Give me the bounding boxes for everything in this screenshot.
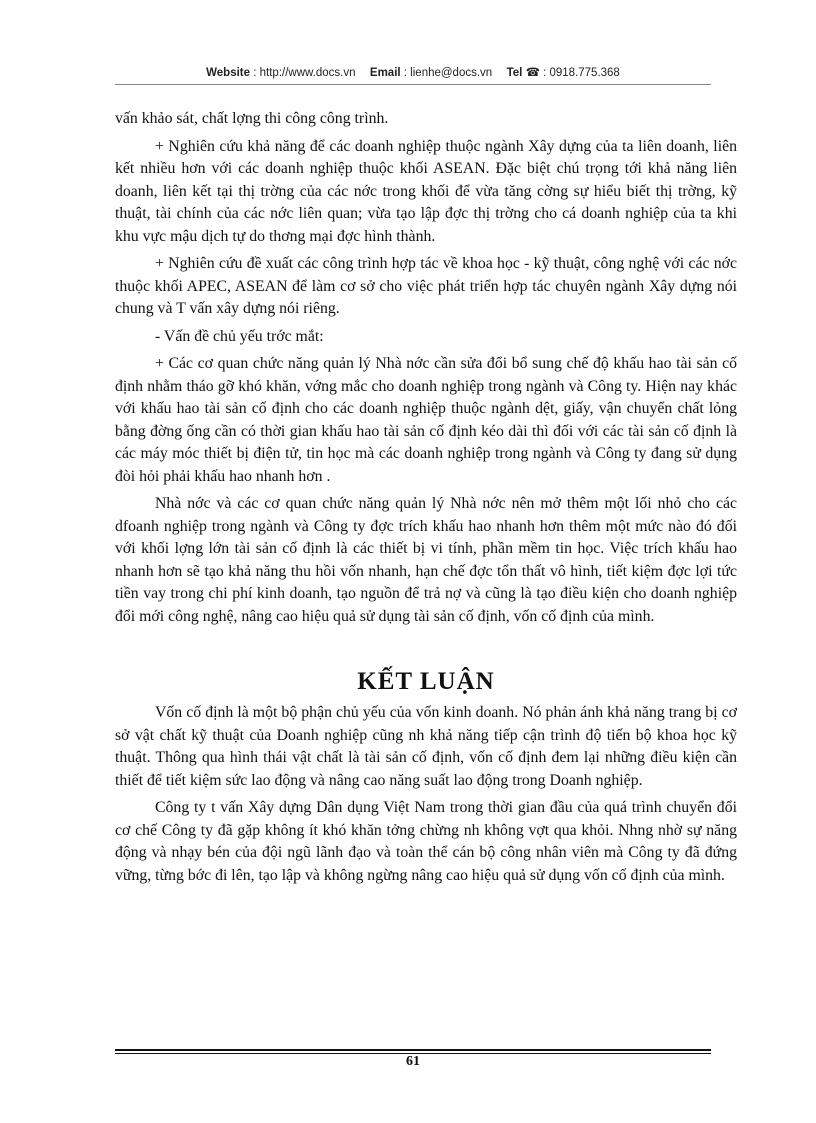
paragraph-conclusion-1: Vốn cố định là một bộ phận chủ yếu của vốn kinh doanh. Nó phản ánh khả năng trang bị cơ sở vật chất kỹ thuật của Doanh nghiệp cũng nh khả năng tiếp cận trình độ tiến bộ khoa học kỹ thuật. Thông qua hình thái vật chất là tài sản cố định, vốn cố định đem lại những điều kiện cần thiết để tiết kiệm sức lao động và nâng cao năng suất lao động trong Doanh nghiệp. <box>115 704 737 789</box>
paragraph-research-cooperation: + Nghiên cứu đề xuất các công trình hợp tác về khoa học - kỹ thuật, công nghệ với các nớc thuộc khối APEC, ASEAN để làm cơ sở cho việc phát triển hợp tác chuyên ngành Xây dựng nói chung và T vấn xây dựng nói riêng. <box>115 255 737 317</box>
paragraph-state-agencies: Nhà nớc và các cơ quan chức năng quản lý Nhà nớc nên mở thêm một lối nhỏ cho các dfoanh nghiệp trong ngành và Công ty đợc trích khấu hao nhanh hơn thêm một mức nào đó đối với khối lợng lớn tài sản cố định là các thiết bị vi tính, phần mềm tin học. Việc trích khấu hao nhanh hơn sẽ tạo khả năng thu hồi vốn nhanh, hạn chế đợc tổn thất vô hình, tiết kiệm đợc lợi tức tiền vay trong chi phí kinh doanh, tạo nguồn để trả nợ và cũng là tạo điều kiện cho doanh nghiệp đổi mới công nghệ, nâng cao hiệu quả sử dụng tài sản cố định, vốn cố định của mình. <box>115 495 737 625</box>
paragraph-asean: + Nghiên cứu khả năng để các doanh nghiệp thuộc ngành Xây dựng của ta liên doanh, liên kết nhiều hơn với các doanh nghiệp thuộc khối ASEAN. Đặc biệt chú trọng tới khả năng liên doanh, liên kết tại thị trờng của các nớc trong khối để vừa tăng cờng sự hiểu biết thị trờng, kỹ thuật, tài chính của các nớc liên quan; vừa tạo lập đợc thị trờng cho cá doanh nghiệp của ta khi khu vực mậu dịch tự do thơng mại đợc hình thành. <box>115 137 737 245</box>
page-number: 61 <box>406 1054 420 1069</box>
paragraph-continuation: vấn khảo sát, chất lợng thi công công trình. <box>115 110 389 127</box>
paragraph-conclusion-2: Công ty t vấn Xây dựng Dân dụng Việt Nam trong thời gian đầu của quá trình chuyển đổi cơ chế Công ty đã gặp không ít khó khăn tởng chừng nh không vợt qua khỏi. Nhng nhờ sự năng động và nhạy bén của đội ngũ lãnh đạo và toàn thể cán bộ công nhân viên mà Công ty đã đứng vững, từng bớc đi lên, tạo lập và không ngừng nâng cao hiệu quả sử dụng vốn cố định của mình. <box>115 799 737 884</box>
footer-rule <box>115 1049 711 1051</box>
page-content <box>115 108 737 892</box>
paragraph-depreciation: + Các cơ quan chức năng quản lý Nhà nớc cần sửa đổi bổ sung chế độ khấu hao tài sản cố định nhằm tháo gỡ khó khăn, vớng mắc cho doanh nghiệp trong ngành và Công ty. Hiện nay khác với khấu hao tài sản cố định cho các doanh nghiệp thuộc ngành dệt, giấy, vận chuyển chất lỏng bằng đờng ống cần có thời gian khấu hao tài sản cố định kéo dài thì đối với các tài sản cố định là các máy móc thiết bị điện tử, tin học mà các doanh nghiệp trong ngành và Công ty đang sử dụng đòi hỏi phải khấu hao nhanh hơn . <box>115 355 737 485</box>
paragraph-immediate-issue: - Vấn đề chủ yếu trớc mắt: <box>155 327 324 345</box>
page-header <box>115 64 711 85</box>
website-value: : http://www.docs.vn <box>253 67 356 79</box>
section-title-conclusion: KẾT LUẬN <box>357 668 495 695</box>
email-label: Email <box>369 67 401 79</box>
website-label: Website <box>206 67 251 79</box>
email-value: : lienhe@docs.vn <box>403 67 493 79</box>
tel-value: : 0918.775.368 <box>543 67 620 79</box>
phone-icon: ☎ <box>525 67 540 79</box>
tel-label: Tel <box>506 67 523 79</box>
